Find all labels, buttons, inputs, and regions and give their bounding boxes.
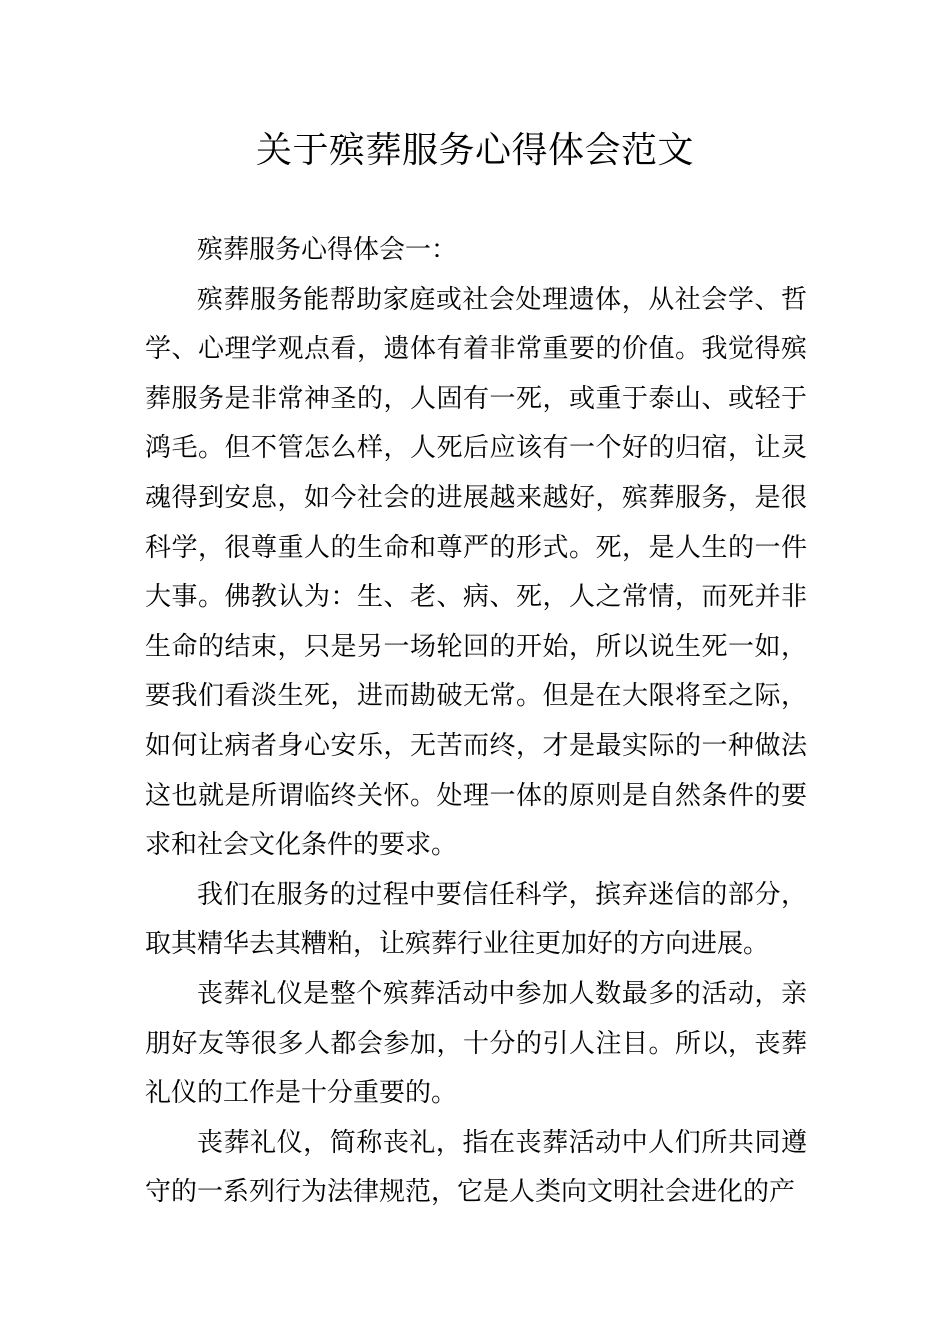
paragraph: 我们在服务的过程中要信任科学，摈弃迷信的部分，取其精华去其糟粕，让殡葬行业往更加好的方向进展。 [145, 879, 807, 960]
document-title: 关于殡葬服务心得体会范文 [255, 130, 694, 171]
document-body [145, 226, 807, 1218]
paragraph-section-heading: 殡葬服务心得体会一： [197, 235, 458, 265]
paragraph: 丧葬礼仪是整个殡葬活动中参加人数最多的活动，亲朋好友等很多人都会参加，十分的引人注目。所以，丧葬礼仪的工作是十分重要的。 [145, 978, 807, 1109]
paragraph: 殡葬服务能帮助家庭或社会处理遗体，从社会学、哲学、心理学观点看，遗体有着非常重要的价值。我觉得殡葬服务是非常神圣的，人固有一死，或重于泰山、或轻于鸿毛。但不管怎么样，人死后应该有一个好的归宿，让灵魂得到安息，如今社会的进展越来越好，殡葬服务，是很科学，很尊重人的生命和尊严的形式。死，是人生的一件大事。佛教认为：生、老、病、死，人之常情，而死并非生命的结束，只是另一场轮回的开始，所以说生死一如，要我们看淡生死，进而勘破无常。但是在大限将至之际，如何让病者身心安乐，无苦而终，才是最实际的一种做法这也就是所谓临终关怀。处理一体的原则是自然条件的要求和社会文化条件的要求。 [145, 284, 807, 861]
paragraph: 丧葬礼仪，简称丧礼，指在丧葬活动中人们所共同遵守的一系列行为法律规范，它是人类向文明社会进化的产 [145, 1127, 807, 1208]
